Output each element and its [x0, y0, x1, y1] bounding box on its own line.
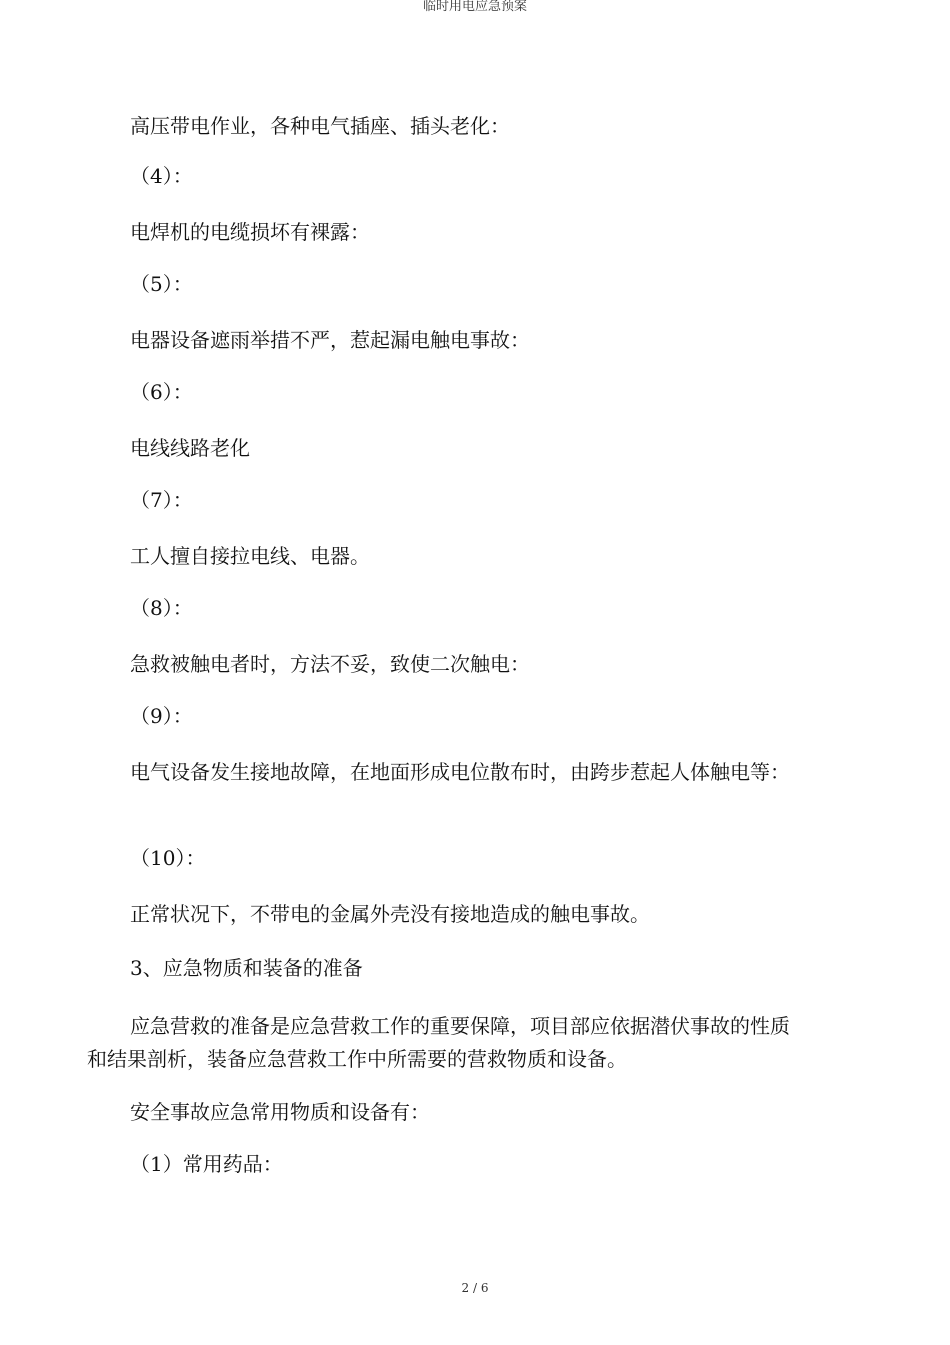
paragraph: （9）： [130, 704, 193, 728]
paragraph: 电线线路老化 [130, 436, 250, 460]
section-heading: 3、应急物质和装备的准备 [130, 956, 363, 980]
paragraph: （4）： [130, 164, 193, 188]
paragraph: 电器设备遮雨举措不严，惹起漏电触电事故： [130, 328, 530, 352]
page-header: 临时用电应急预案 [422, 0, 527, 14]
paragraph: （5）： [130, 272, 193, 296]
paragraph: 正常状况下，不带电的金属外壳没有接地造成的触电事故。 [130, 902, 650, 926]
paragraph: （6）： [130, 380, 193, 404]
paragraph: 电气设备发生接地故障，在地面形成电位散布时，由跨步惹起人体触电等： [130, 760, 790, 784]
paragraph: （7）： [130, 488, 193, 512]
page-number: 2 / 6 [461, 1281, 489, 1295]
paragraph: 应急营救的准备是应急营救工作的重要保障，项目部应依据潜伏事故的性质和结果剖析，装备应急营救工作中所需要的营救物质和设备。 [87, 1014, 790, 1071]
paragraph: （10）： [130, 846, 206, 870]
paragraph: （8）： [130, 596, 193, 620]
paragraph: 工人擅自接拉电线、电器。 [130, 544, 370, 568]
paragraph: （1）常用药品： [130, 1152, 283, 1176]
paragraph: 电焊机的电缆损坏有裸露： [130, 220, 370, 244]
paragraph: 安全事故应急常用物质和设备有： [130, 1100, 430, 1124]
paragraph: 急救被触电者时，方法不妥，致使二次触电： [130, 652, 530, 676]
paragraph: 高压带电作业，各种电气插座、插头老化： [130, 114, 510, 138]
